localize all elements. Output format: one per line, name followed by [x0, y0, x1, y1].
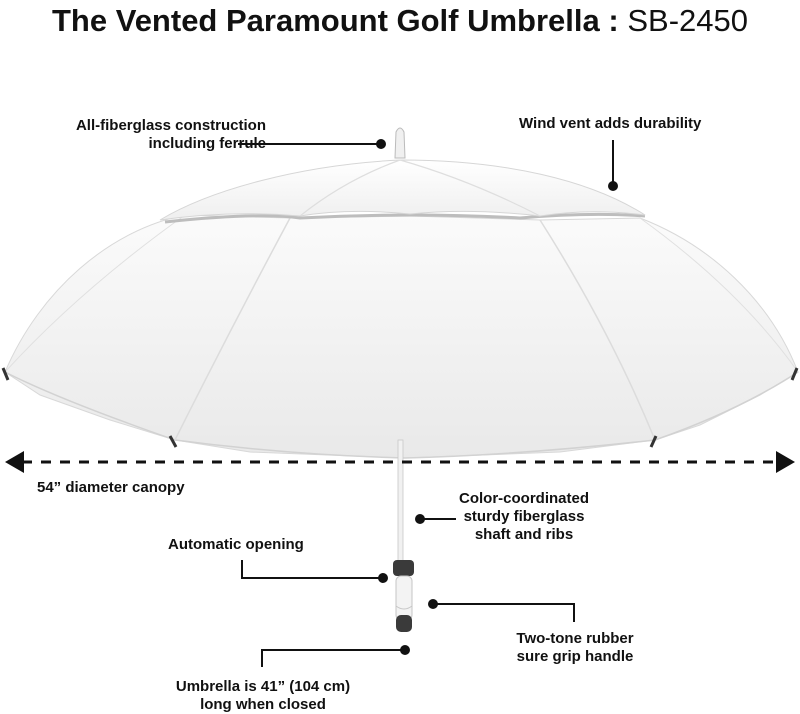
title-main: The Vented Paramount Golf Umbrella :	[52, 3, 619, 38]
umbrella-shaft	[398, 440, 403, 562]
callout-fiberglass-line1: All-fiberglass construction	[75, 117, 266, 134]
umbrella-canopy	[5, 160, 798, 458]
callout-automatic-opening	[168, 536, 304, 554]
callout-fiberglass	[60, 117, 266, 153]
title-model: SB-2450	[627, 3, 748, 38]
callout-shaft-line3: shaft and ribs	[474, 526, 574, 543]
callout-length-line1: Umbrella is 41” (104 cm)	[175, 678, 351, 695]
callout-shaft-line1: Color-coordinated	[459, 490, 589, 507]
callout-grip	[505, 630, 645, 666]
callout-length	[158, 678, 368, 714]
callout-grip-line1: Two-tone rubber	[516, 630, 634, 647]
callout-diameter	[37, 479, 185, 497]
callout-wind-vent	[519, 115, 701, 133]
ferrule-tip	[395, 128, 405, 158]
callout-length-line2: long when closed	[200, 696, 326, 713]
callout-grip-line2: sure grip handle	[516, 648, 634, 665]
umbrella-handle	[393, 560, 414, 632]
callout-fiberglass-line2: including ferrule	[148, 135, 266, 152]
callout-shaft-line2: sturdy fiberglass	[463, 508, 585, 525]
callout-wind-vent-line1: Wind vent adds durability	[519, 115, 702, 132]
callout-automatic-opening-line1: Automatic opening	[168, 536, 304, 553]
callout-shaft	[450, 490, 598, 544]
callout-diameter-line1: 54” diameter canopy	[37, 479, 185, 496]
